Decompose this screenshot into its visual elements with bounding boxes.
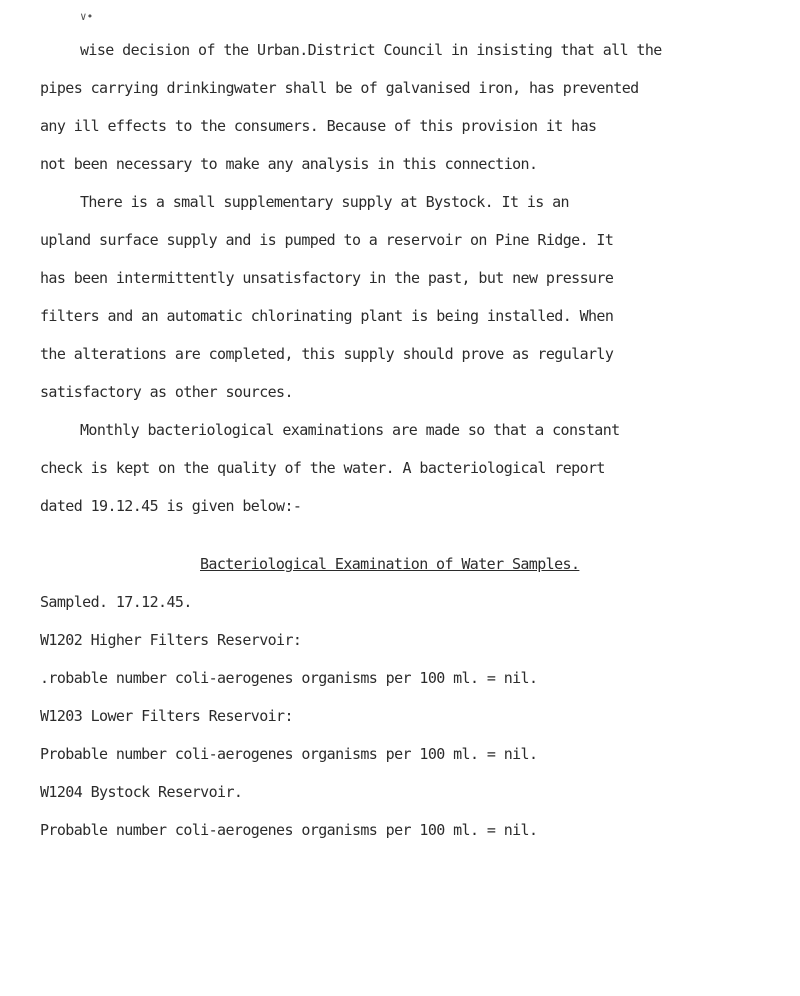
- paragraph-line: Monthly bacteriological examinations are made so that a constant: [80, 421, 620, 439]
- paragraph-line: There is a small supplementary supply at Bystock. It is an: [80, 193, 569, 211]
- sampled-date: Sampled. 17.12.45.: [40, 593, 192, 611]
- paragraph-line: any ill effects to the consumers. Because of this provision it has: [40, 117, 597, 135]
- paragraph-line: dated 19.12.45 is given below:-: [40, 497, 302, 515]
- sample-result: Probable number coli-aerogenes organisms per 100 ml. = nil.: [40, 821, 538, 839]
- page-mark: ∨•: [80, 10, 94, 23]
- paragraph-line: not been necessary to make any analysis in this connection.: [40, 155, 538, 173]
- sample-result: Probable number coli-aerogenes organisms per 100 ml. = nil.: [40, 745, 538, 763]
- sample-result: .robable number coli-aerogenes organisms per 100 ml. = nil.: [40, 669, 538, 687]
- report-heading: Bacteriological Examination of Water Samples.: [200, 555, 580, 573]
- sample-entry: W1203 Lower Filters Reservoir:: [40, 707, 293, 725]
- paragraph-line: check is kept on the quality of the water. A bacteriological report: [40, 459, 605, 477]
- paragraph-line: satisfactory as other sources.: [40, 383, 293, 401]
- paragraph-line: filters and an automatic chlorinating plant is being installed. When: [40, 307, 614, 325]
- paragraph-line: the alterations are completed, this supply should prove as regularly: [40, 345, 614, 363]
- paragraph-line: pipes carrying drinkingwater shall be of galvanised iron, has prevented: [40, 79, 639, 97]
- sample-entry: W1202 Higher Filters Reservoir:: [40, 631, 302, 649]
- paragraph-line: wise decision of the Urban.District Council in insisting that all the: [80, 41, 662, 59]
- paragraph-line: upland surface supply and is pumped to a reservoir on Pine Ridge. It: [40, 231, 614, 249]
- sample-entry: W1204 Bystock Reservoir.: [40, 783, 243, 801]
- paragraph-line: has been intermittently unsatisfactory in the past, but new pressure: [40, 269, 614, 287]
